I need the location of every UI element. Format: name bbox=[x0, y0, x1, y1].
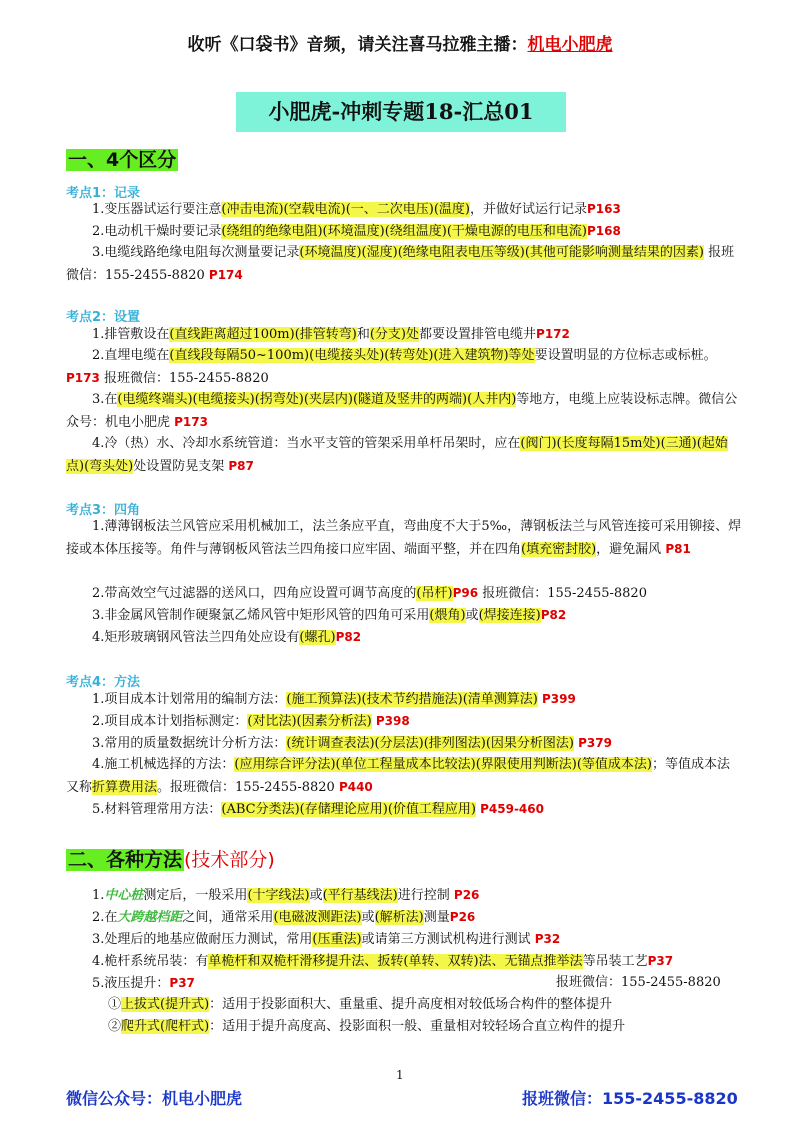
kp2-item-3: 3.在(电缆终端头)(电缆接头)(拐弯处)(夹层内)(隧道及竖井的两端)(人井内)等地方，电缆上应装设标志牌。微信公众号：机电小肥虎 P173 bbox=[66, 392, 738, 430]
section-2-heading: 二、各种方法 (技术部分) bbox=[68, 849, 275, 871]
kp4-item-1: 1.项目成本计划常用的编制方法：(施工预算法)(技术节约措施法)(清单测算法) P399 bbox=[92, 692, 576, 707]
kp1-item-2: 2.电动机干燥时要记录(绕组的绝缘电阻)(环境温度)(绕组温度)(干燥电源的电压和电流)P168 bbox=[92, 224, 621, 239]
kp3-item-2: 2.带高效空气过滤器的送风口，四角应设置可调节高度的(吊杆)P96 报班微信：155-2455-8820 bbox=[92, 586, 647, 601]
s2-item-5: 5.液压提升：P37 报班微信：155-2455-8820 bbox=[92, 975, 721, 991]
kp2-title: 考点2：设置 bbox=[66, 310, 141, 325]
banner-text: 收听《口袋书》音频，请关注喜马拉雅主播： bbox=[187, 35, 528, 55]
footer-wechat-account: 微信公众号：机电小肥虎 bbox=[66, 1089, 243, 1108]
top-banner bbox=[0, 30, 800, 55]
kp2-item-2: 2.直埋电缆在(直线段每隔50~100m)(电缆接头处)(转弯处)(进入建筑物)等处要设置明显的方位标志或标桩。P173 报班微信：155-2455-8820 bbox=[66, 348, 717, 386]
kp1-item-1: 1.变压器试运行要注意(冲击电流)(空载电流)(一、二次电压)(温度)，并做好试运行记录P163 bbox=[92, 202, 621, 217]
kp1-title: 考点1：记录 bbox=[66, 186, 141, 201]
kp4-item-5: 5.材料管理常用方法：(ABC分类法)(存储理论应用)(价值工程应用) P459-460 bbox=[92, 802, 544, 817]
section-1-heading: 一、4个区分 bbox=[68, 149, 177, 171]
kp3-item-4: 4.矩形玻璃钢风管法兰四角处应设有(螺孔)P82 bbox=[92, 630, 362, 645]
kp2-item-1: 1.排管敷设在(直线距离超过100m)(排管转弯)和(分支)处都要设置排管电缆井P172 bbox=[92, 327, 570, 342]
s2-item-6: ①上拔式(提升式)：适用于投影面积大、重量重、提升高度相对较低场合构件的整体提升 bbox=[108, 997, 613, 1012]
s2-item-1: 1.中心桩测定后，一般采用(十字线法)或(平行基线法)进行控制 P26 bbox=[92, 888, 480, 903]
kp3-item-1: 1.薄薄钢板法兰风管应采用机械加工，法兰条应平直，弯曲度不大于5‰，薄钢板法兰与风管连接可采用铆接、焊接或本体压接等。角件与薄钢板风管法兰四角接口应牢固、端面平整，并在四角(填充密封胶)，避免漏风 P81 bbox=[66, 519, 742, 557]
kp3-item-3: 3.非金属风管制作硬聚氯乙烯风管中矩形风管的四角可采用(煨角)或(焊接连接)P82 bbox=[92, 608, 567, 623]
kp2-item-4: 4.冷（热）水、冷却水系统管道：当水平支管的管架采用单杆吊架时，应在(阀门)(长度每隔15m处)(三通)(起始点)(弯头处)处设置防晃支架 P87 bbox=[66, 436, 728, 474]
kp1-item-3: 3.电缆线路绝缘电阻每次测量要记录(环境温度)(湿度)(绝缘电阻表电压等级)(其他可能影响测量结果的因素) 报班微信：155-2455-8820 P174 bbox=[66, 245, 735, 283]
kp4-title: 考点4：方法 bbox=[66, 675, 141, 690]
s2-item-2: 2.在大跨越档距之间，通常采用(电磁波测距法)或(解析法)测量P26 bbox=[92, 910, 476, 925]
s2-item-4: 4.桅杆系统吊装：有单桅杆和双桅杆滑移提升法、扳转(单转、双转)法、无锚点推举法等吊装工艺P37 bbox=[92, 954, 674, 969]
kp4-item-3: 3.常用的质量数据统计分析方法：(统计调查表法)(分层法)(排列图法)(因果分析图法) P379 bbox=[92, 736, 612, 751]
kp3-title: 考点3：四角 bbox=[66, 503, 141, 518]
kp4-item-4: 4.施工机械选择的方法：(应用综合评分法)(单位工程量成本比较法)(界限使用判断法)(等值成本法)；等值成本法又称折算费用法。报班微信：155-2455-8820 P440 bbox=[66, 757, 730, 795]
banner-name: 机电小肥虎 bbox=[527, 35, 613, 55]
footer-signup-wechat: 报班微信：155-2455-8820 bbox=[522, 1089, 738, 1108]
s2-item-3: 3.处理后的地基应做耐压力测试，常用(压重法)或请第三方测试机构进行测试 P32 bbox=[92, 932, 561, 947]
page-number: 1 bbox=[396, 1068, 404, 1082]
kp4-item-2: 2.项目成本计划指标测定：(对比法)(因素分析法) P398 bbox=[92, 714, 410, 729]
page-title: 小肥虎-冲刺专题18-汇总01 bbox=[236, 92, 566, 132]
s2-item-7: ②爬升式(爬杆式)：适用于提升高度高、投影面积一般、重量相对较轻场合直立构件的提升 bbox=[108, 1019, 626, 1034]
